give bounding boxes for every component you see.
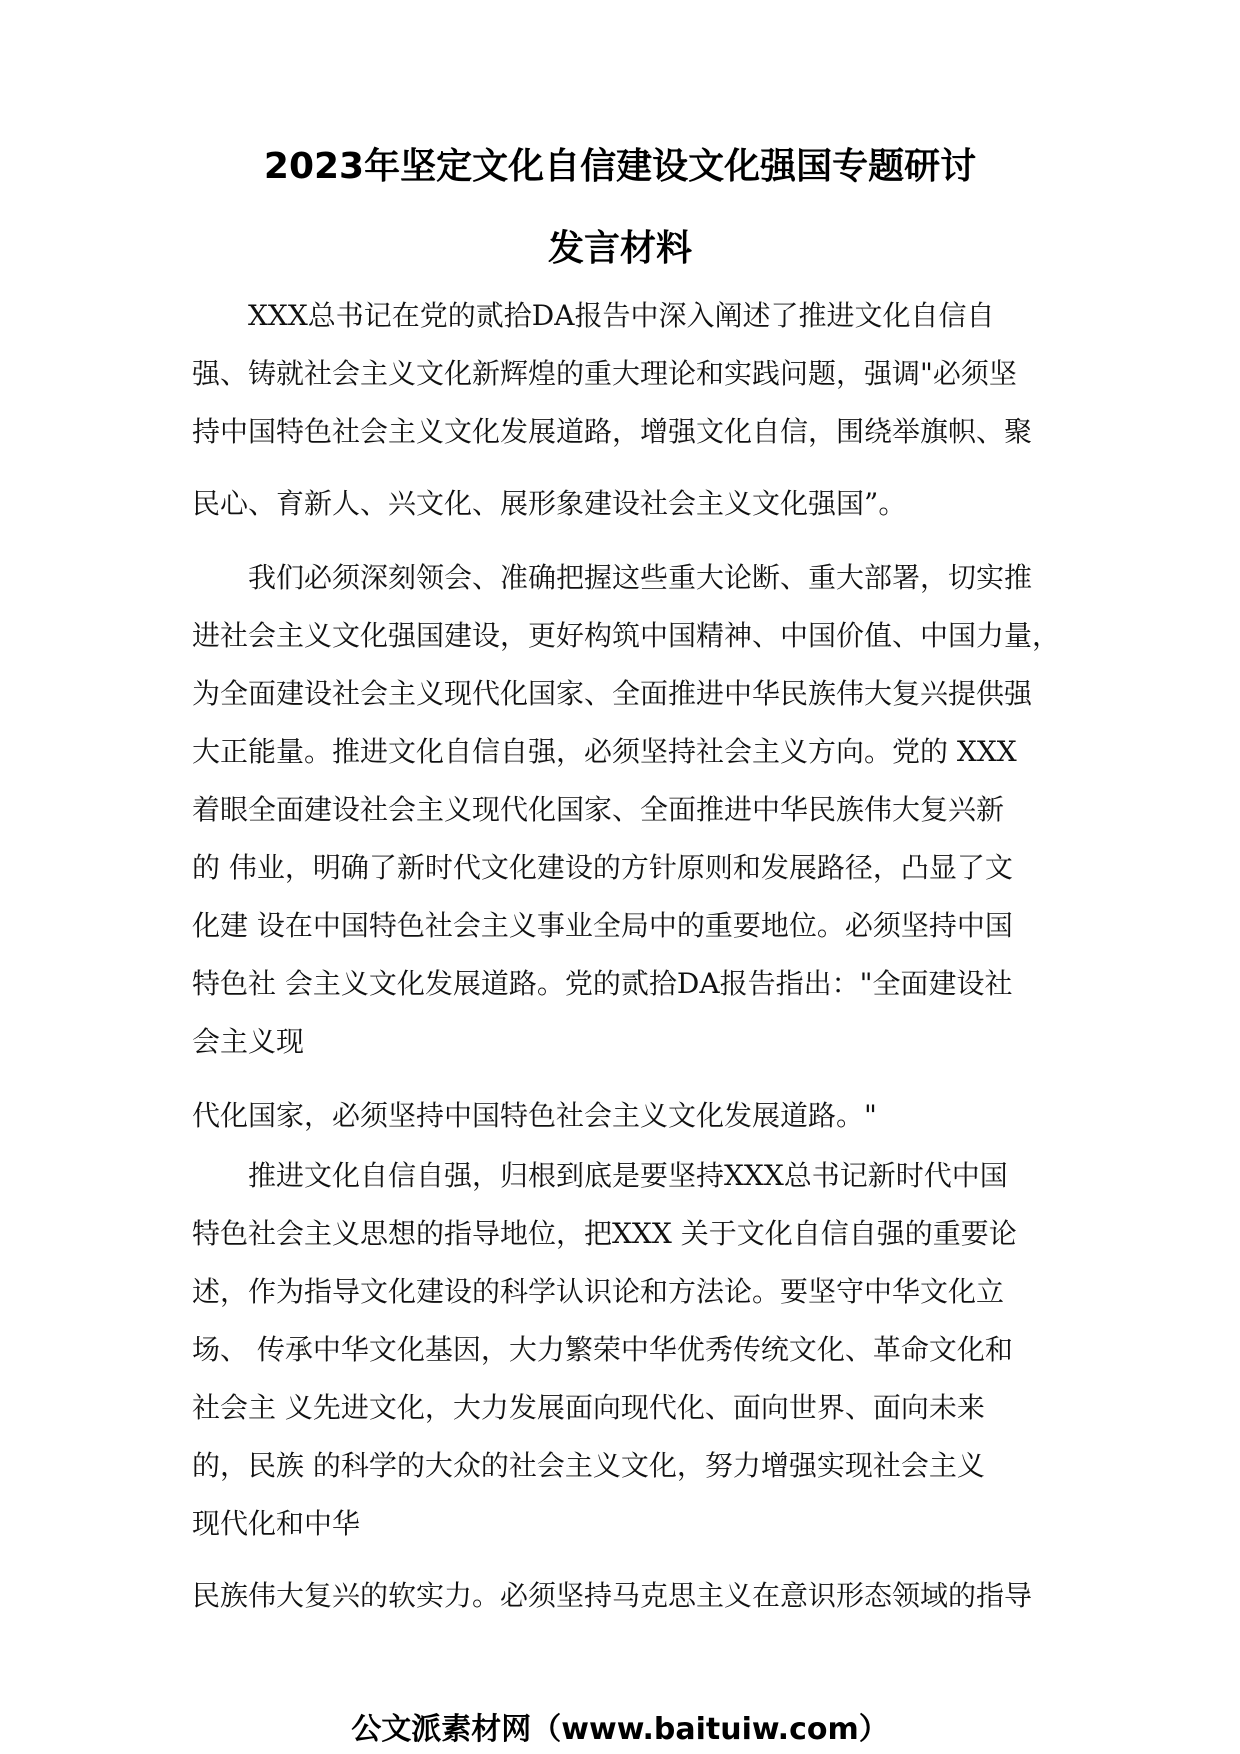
body-text-line: 着眼全面建设社会主义现代化国家、全面推进中华民族伟大复兴新: [192, 793, 1005, 826]
body-text-line: 进社会主义文化强国建设，更好构筑中国精神、中国价值、中国力量，: [192, 619, 1061, 652]
body-text-line: 强、铸就社会主义文化新辉煌的重大理论和实践问题，强调"必须坚: [192, 357, 1017, 390]
body-text-line: 大正能量。推进文化自信自强，必须坚持社会主义方向。党的 XXX: [192, 735, 1017, 768]
body-text-line: 社会主 义先进文化，大力发展面向现代化、面向世界、面向未来: [192, 1391, 985, 1424]
body-text-line: 述，作为指导文化建设的科学认识论和方法论。要坚守中华文化立: [192, 1275, 1005, 1308]
footer-source-text: 公文派素材网（www.baituiw.com）: [351, 1712, 889, 1747]
document-title-line-2: 发言材料: [547, 228, 692, 269]
body-text-line: 特色社 会主义文化发展道路。党的贰拾DA报告指出："全面建设社: [192, 967, 1013, 1000]
body-text-line: 我们必须深刻领会、准确把握这些重大论断、重大部署，切实推: [248, 561, 1033, 594]
body-text-line: 的 伟业，明确了新时代文化建设的方针原则和发展路径，凸显了文: [192, 851, 1013, 884]
body-text-line: 民心、育新人、兴文化、展形象建设社会主义文化强国”。: [192, 487, 907, 520]
body-text-line: 的，民族 的科学的大众的社会主义文化，努力增强实现社会主义: [192, 1449, 985, 1482]
body-text-line: 代化国家，必须坚持中国特色社会主义文化发展道路。": [192, 1099, 877, 1132]
body-text-line: 特色社会主义思想的指导地位，把XXX 关于文化自信自强的重要论: [192, 1217, 1017, 1250]
body-text-line: 会主义现: [192, 1025, 305, 1058]
body-text-line: 场、 传承中华文化基因，大力繁荣中华优秀传统文化、革命文化和: [192, 1333, 1013, 1366]
body-text-line: 化建 设在中国特色社会主义事业全局中的重要地位。必须坚持中国: [192, 909, 1013, 942]
body-text-line: 现代化和中华: [192, 1507, 361, 1540]
body-text-line: 持中国特色社会主义文化发展道路，增强文化自信，围绕举旗帜、聚: [192, 415, 1033, 448]
body-text-line: 民族伟大复兴的软实力。必须坚持马克思主义在意识形态领域的指导: [192, 1579, 1033, 1612]
body-text-line: 推进文化自信自强，归根到底是要坚持XXX总书记新时代中国: [248, 1159, 1008, 1192]
body-text-line: 为全面建设社会主义现代化国家、全面推进中华民族伟大复兴提供强: [192, 677, 1033, 710]
body-text-line: XXX总书记在党的贰拾DA报告中深入阐述了推进文化自信自: [248, 299, 995, 332]
document-title-line-1: 2023年坚定文化自信建设文化强国专题研讨: [263, 146, 977, 187]
